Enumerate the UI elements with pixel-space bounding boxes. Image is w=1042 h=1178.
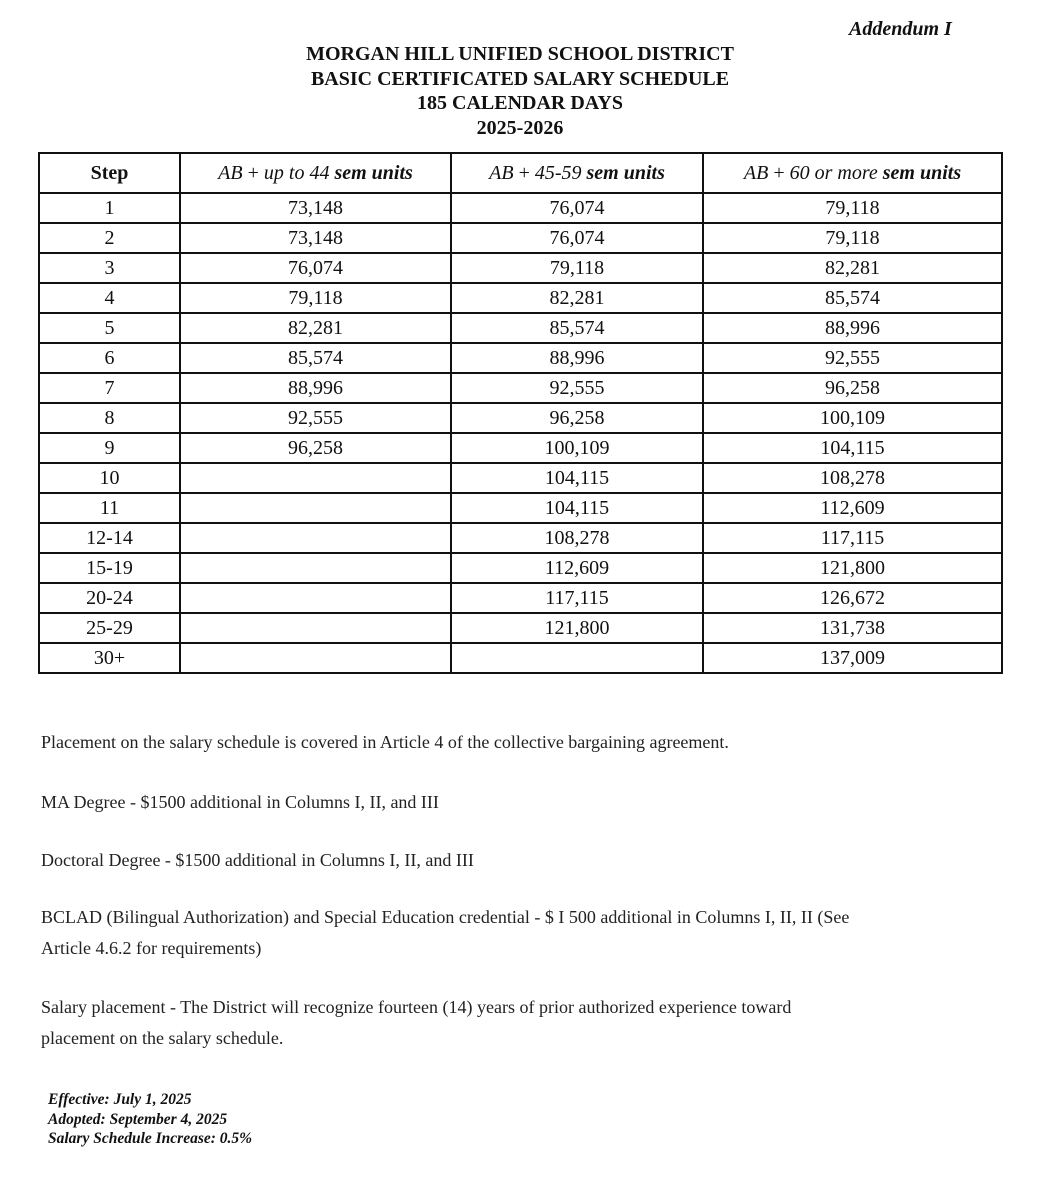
step-cell: 25-29 <box>39 613 180 643</box>
salary-cell-col1: 76,074 <box>180 253 451 283</box>
placement-note: Placement on the salary schedule is covered in Article 4 of the collective bargaining agreement. <box>41 732 729 752</box>
step-cell: 2 <box>39 223 180 253</box>
bclad-note <box>41 902 941 964</box>
salary-cell-col1: 79,118 <box>180 283 451 313</box>
header-col3-units: sem units <box>877 162 962 184</box>
step-cell: 30+ <box>39 643 180 673</box>
header-step: Step <box>39 153 180 193</box>
bclad-note-line-2: Article 4.6.2 for requirements) <box>41 938 262 958</box>
salary-cell-col1: 73,148 <box>180 223 451 253</box>
table-row <box>39 583 1002 613</box>
salary-cell-col1: 82,281 <box>180 313 451 343</box>
salary-cell-col1: 96,258 <box>180 433 451 463</box>
salary-cell-col3: 88,996 <box>703 313 1002 343</box>
salary-cell-col2: 117,115 <box>451 583 703 613</box>
adopted-label: Adopted: <box>48 1110 106 1128</box>
salary-cell-col1: 73,148 <box>180 193 451 223</box>
effective-label: Effective: <box>48 1091 110 1108</box>
table-row <box>39 193 1002 223</box>
salary-cell-col1: 88,996 <box>180 373 451 403</box>
salary-cell-col1: 92,555 <box>180 403 451 433</box>
document-title <box>220 42 820 140</box>
step-cell: 8 <box>39 403 180 433</box>
table-row <box>39 343 1002 373</box>
table-row <box>39 613 1002 643</box>
step-cell: 15-19 <box>39 553 180 583</box>
step-cell: 11 <box>39 493 180 523</box>
table-row <box>39 283 1002 313</box>
title-days: 185 CALENDAR DAYS <box>417 92 623 114</box>
salary-placement-line-1: Salary placement - The District will recognize fourteen (14) years of prior authorized experience toward <box>41 997 792 1017</box>
header-col1-units: sem units <box>329 162 413 184</box>
step-cell: 10 <box>39 463 180 493</box>
salary-cell-col2: 92,555 <box>451 373 703 403</box>
salary-cell-col2: 76,074 <box>451 193 703 223</box>
table-row <box>39 403 1002 433</box>
table-row <box>39 253 1002 283</box>
salary-cell-col3: 79,118 <box>703 193 1002 223</box>
salary-cell-col3: 112,609 <box>703 493 1002 523</box>
step-cell: 3 <box>39 253 180 283</box>
salary-cell-col3: 117,115 <box>703 523 1002 553</box>
salary-cell-col1 <box>180 583 451 613</box>
salary-cell-col2: 82,281 <box>451 283 703 313</box>
increase-value: 0.5% <box>215 1130 253 1147</box>
step-cell: 6 <box>39 343 180 373</box>
ma-degree-note: MA Degree - $1500 additional in Columns I, II, and III <box>41 792 439 812</box>
document-footer <box>48 1090 252 1149</box>
table-row <box>39 313 1002 343</box>
salary-cell-col2: 96,258 <box>451 403 703 433</box>
title-year: 2025-2026 <box>476 116 564 139</box>
table-header-row <box>39 153 1002 193</box>
header-col1-plus: + <box>242 162 264 184</box>
salary-cell-col3: 104,115 <box>703 433 1002 463</box>
salary-cell-col3: 108,278 <box>703 463 1002 493</box>
salary-cell-col3: 137,009 <box>703 643 1002 673</box>
adopted-date <box>48 1110 252 1130</box>
step-cell: 1 <box>39 193 180 223</box>
salary-cell-col2: 104,115 <box>451 463 703 493</box>
salary-placement-line-2: placement on the salary schedule. <box>41 1028 284 1048</box>
table-row <box>39 463 1002 493</box>
addendum-label: Addendum I <box>849 18 952 40</box>
step-cell: 5 <box>39 313 180 343</box>
header-column-2 <box>451 153 703 193</box>
adopted-value: September 4, 2025 <box>105 1110 228 1128</box>
salary-cell-col2: 85,574 <box>451 313 703 343</box>
salary-cell-col2 <box>451 643 703 673</box>
table-row <box>39 373 1002 403</box>
step-cell: 20-24 <box>39 583 180 613</box>
step-cell: 9 <box>39 433 180 463</box>
header-column-1 <box>180 153 451 193</box>
header-column-3 <box>703 153 1002 193</box>
salary-cell-col1 <box>180 613 451 643</box>
header-col1-range: up to 44 <box>263 162 330 184</box>
table-row <box>39 523 1002 553</box>
salary-cell-col3: 82,281 <box>703 253 1002 283</box>
salary-cell-col3: 96,258 <box>703 373 1002 403</box>
salary-cell-col3: 100,109 <box>703 403 1002 433</box>
header-col2-ab: AB <box>489 162 514 184</box>
header-col3-range: 60 or more <box>789 162 878 184</box>
bclad-note-line-1: BCLAD (Bilingual Authorization) and Special Education credential - $ I 500 additional in Columns I, II, II (See <box>41 907 850 927</box>
salary-cell-col2: 104,115 <box>451 493 703 523</box>
salary-cell-col3: 131,738 <box>703 613 1002 643</box>
salary-cell-col2: 121,800 <box>451 613 703 643</box>
table-row <box>39 433 1002 463</box>
title-schedule: BASIC CERTIFICATED SALARY SCHEDULE <box>310 67 730 90</box>
step-cell: 4 <box>39 283 180 313</box>
salary-cell-col1 <box>180 643 451 673</box>
salary-cell-col1 <box>180 493 451 523</box>
title-district: MORGAN HILL UNIFIED SCHOOL DISTRICT <box>306 43 734 65</box>
salary-cell-col3: 126,672 <box>703 583 1002 613</box>
doctoral-degree-note: Doctoral Degree - $1500 additional in Columns I, II, and III <box>41 850 474 870</box>
salary-cell-col1 <box>180 463 451 493</box>
increase-label: Salary Schedule Increase: <box>48 1130 216 1147</box>
salary-cell-col3: 92,555 <box>703 343 1002 373</box>
salary-cell-col2: 79,118 <box>451 253 703 283</box>
salary-cell-col3: 121,800 <box>703 553 1002 583</box>
effective-value: July 1, 2025 <box>109 1091 192 1108</box>
salary-cell-col1: 85,574 <box>180 343 451 373</box>
table-row <box>39 223 1002 253</box>
effective-date <box>48 1090 252 1110</box>
table-row <box>39 643 1002 673</box>
salary-cell-col2: 108,278 <box>451 523 703 553</box>
header-col3-plus: + <box>768 162 790 184</box>
salary-cell-col1 <box>180 523 451 553</box>
salary-cell-col2: 112,609 <box>451 553 703 583</box>
step-cell: 7 <box>39 373 180 403</box>
salary-cell-col1 <box>180 553 451 583</box>
salary-cell-col3: 79,118 <box>703 223 1002 253</box>
header-col2-range: 45-59 <box>534 162 582 184</box>
salary-placement-note <box>41 992 941 1054</box>
schedule-increase <box>48 1129 252 1149</box>
header-col2-units: sem units <box>581 162 665 184</box>
header-col3-ab: AB <box>743 162 769 184</box>
table-row <box>39 553 1002 583</box>
step-cell: 12-14 <box>39 523 180 553</box>
salary-cell-col2: 76,074 <box>451 223 703 253</box>
salary-cell-col2: 88,996 <box>451 343 703 373</box>
salary-cell-col2: 100,109 <box>451 433 703 463</box>
salary-cell-col3: 85,574 <box>703 283 1002 313</box>
salary-schedule-table <box>38 152 1003 674</box>
header-col2-plus: + <box>513 162 535 184</box>
header-col1-ab: AB <box>218 162 243 184</box>
table-row <box>39 493 1002 523</box>
